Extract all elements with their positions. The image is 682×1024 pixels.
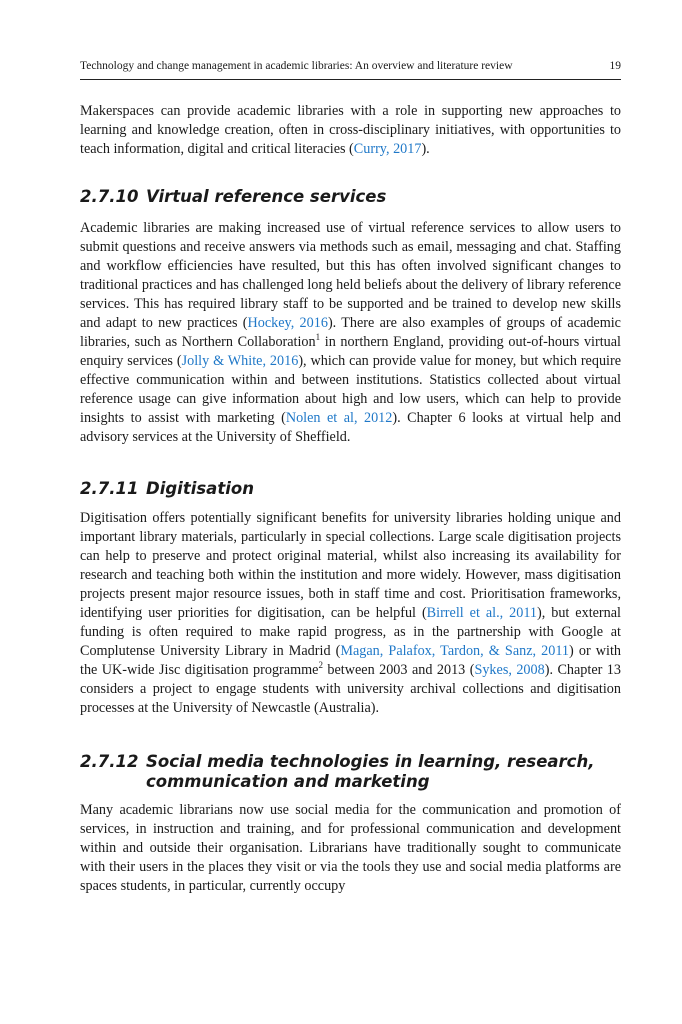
section-number: 2.7.12 (80, 752, 139, 771)
digitisation-paragraph: Digitisation offers potentially significant benefits for university libraries holding unique and important library materials, particularly in special collections. Large scale digitisation projects can help to preserve and protect original material, whilst also increasing its availability for research and teaching both within the institution and more widely. However, mass digitisation projects present major resource issues, both in staff time and cost. Prioritisation frameworks, identifying user priorities for digitisation, can be helpful (Birrell et al., 2011), but external funding is often required to make rapid progress, as in the partnership with Google at Complutense University Library in Madrid (Magan, Palafox, Tardon, & Sanz, 2011) or with the UK-wide Jisc digitisation programme$^2$ between 2003 and 2013 (Sykes, 2008). Chapter 13 considers a project to engage students with university archival collections and digitisation processes at the University of Newcastle (Australia). (80, 510, 621, 716)
citation-link[interactable]: Nolen et al, 2012 (285, 410, 393, 426)
running-title: Technology and change management in academic libraries: An overview and literature review (80, 60, 513, 72)
section-title: Virtual reference services (146, 187, 387, 206)
section-title: Digitisation (146, 479, 254, 498)
virtual-reference-paragraph: Academic libraries are making increased use of virtual reference services to allow users to submit questions and receive answers via methods such as email, messaging and chat. Staffing and workflow efficiencies have resulted, but this has often involved significant changes to traditional practices and has challenged long held beliefs about the delivery of library reference services. This has required library staff to be supported and be trained to develop new skills and adapt to new practices (Hockey, 2016). There are also examples of groups of academic libraries, such as Northern Collaboration$^1$ in northern England, providing out-of-hours virtual enquiry services (Jolly & White, 2016), which can provide value for money, but which require effective communication within and between institutions. Statistics collected about virtual reference usage can give information about high and low users, which can help to provide insights to assist with marketing (Nolen et al, 2012). Chapter 6 looks at virtual help and advisory services at the University of Sheffield. (80, 220, 621, 445)
footnote-marker: 2 (318, 660, 323, 670)
citation-link[interactable]: Hockey, 2016 (247, 315, 328, 331)
document-page (80, 58, 621, 896)
section-number: 2.7.10 (80, 187, 139, 206)
section-title: Social media technologies in learning, research, communication and marketing (146, 752, 595, 791)
running-header (80, 58, 621, 80)
citation-link[interactable]: Magan, Palafox, Tardon, & Sanz, 2011 (340, 643, 570, 659)
citation-link[interactable]: Jolly & White, 2016 (181, 353, 299, 369)
section-heading-digitisation (80, 479, 621, 499)
section-number: 2.7.11 (80, 479, 139, 498)
section-heading-social-media (80, 752, 621, 792)
section-heading-virtual-reference (80, 187, 621, 207)
citation-link[interactable]: Sykes, 2008 (474, 662, 545, 678)
intro-paragraph: Makerspaces can provide academic libraries with a role in supporting new approaches to learning and knowledge creation, often in cross-disciplinary initiatives, with opportunities to teach information, digital and critical literacies (Curry, 2017). (80, 103, 621, 157)
citation-link[interactable]: Birrell et al., 2011 (426, 605, 537, 621)
citation-link[interactable]: Curry, 2017 (353, 141, 422, 157)
footnote-marker: 1 (315, 332, 321, 342)
page-number: 19 (609, 60, 621, 72)
social-media-paragraph: Many academic librarians now use social media for the communication and promotion of services, in instruction and training, and for professional communication and development within and outside their organisation. Librarians have traditionally sought to communicate with their users in the places they visit or via the tools they use and social media platforms are spaces students, in particular, currently occupy (80, 802, 621, 894)
